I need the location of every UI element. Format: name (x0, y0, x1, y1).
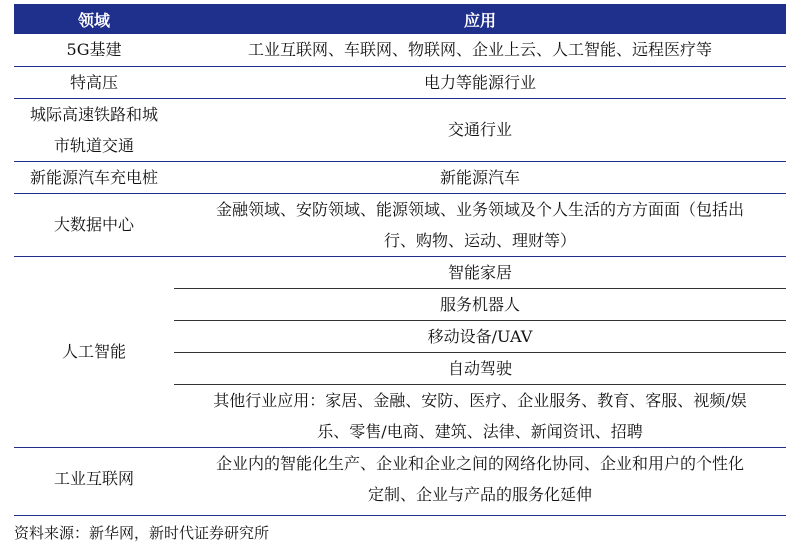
table-row (14, 66, 786, 98)
application-cell: 电力等能源行业 (174, 66, 786, 98)
application-cell: 工业互联网、车联网、物联网、企业上云、人工智能、远程医疗等 (247, 40, 712, 60)
domain-cell: 人工智能 (14, 256, 174, 447)
application-line: 企业内的智能化生产、企业和企业之间的网络化协同、企业和用户的个性化 (215, 453, 744, 473)
application-cell: 交通行业 (174, 98, 786, 161)
domain-cell (14, 98, 174, 161)
domain-cell: 工业互联网 (14, 447, 174, 510)
application-cell: 移动设备/UAV (174, 320, 786, 352)
application-cell: 自动驾驶 (174, 352, 786, 384)
table-header-row (14, 4, 786, 34)
table-row (14, 447, 786, 510)
domain-cell: 大数据中心 (14, 193, 174, 256)
table-container (14, 4, 786, 510)
table-row (14, 34, 786, 66)
header-application: 应用 (174, 4, 786, 34)
domain-cell: 新能源汽车充电桩 (14, 161, 174, 193)
source-note: 资料来源：新华网，新时代证券研究所 (14, 515, 786, 543)
application-line: 行、购物、运动、理财等） (383, 230, 576, 250)
application-line: 其他行业应用：家居、金融、安防、医疗、企业服务、教育、客服、视频/娱 (213, 390, 747, 410)
table-row (14, 161, 786, 193)
application-cell: 服务机器人 (174, 288, 786, 320)
application-line: 定制、企业与产品的服务化延伸 (367, 484, 592, 504)
application-cell (174, 447, 786, 510)
header-domain: 领域 (14, 4, 174, 34)
application-cell (174, 384, 786, 447)
application-cell (174, 193, 786, 256)
application-line: 乐、零售/电商、建筑、法律、新闻资讯、招聘 (317, 421, 643, 441)
application-line: 金融领域、安防领域、能源领域、业务领域及个人生活的方方面面（包括出 (215, 199, 744, 219)
domain-line: 城际高速铁路和城 (29, 104, 158, 124)
domain-application-table (14, 4, 786, 510)
application-cell: 新能源汽车 (174, 161, 786, 193)
table-row (14, 193, 786, 256)
domain-cell: 特高压 (14, 66, 174, 98)
domain-line: 市轨道交通 (53, 135, 134, 155)
application-cell: 智能家居 (174, 256, 786, 288)
table-row (14, 98, 786, 161)
domain-cell: 5G基建 (66, 40, 122, 60)
table-row (14, 256, 786, 288)
